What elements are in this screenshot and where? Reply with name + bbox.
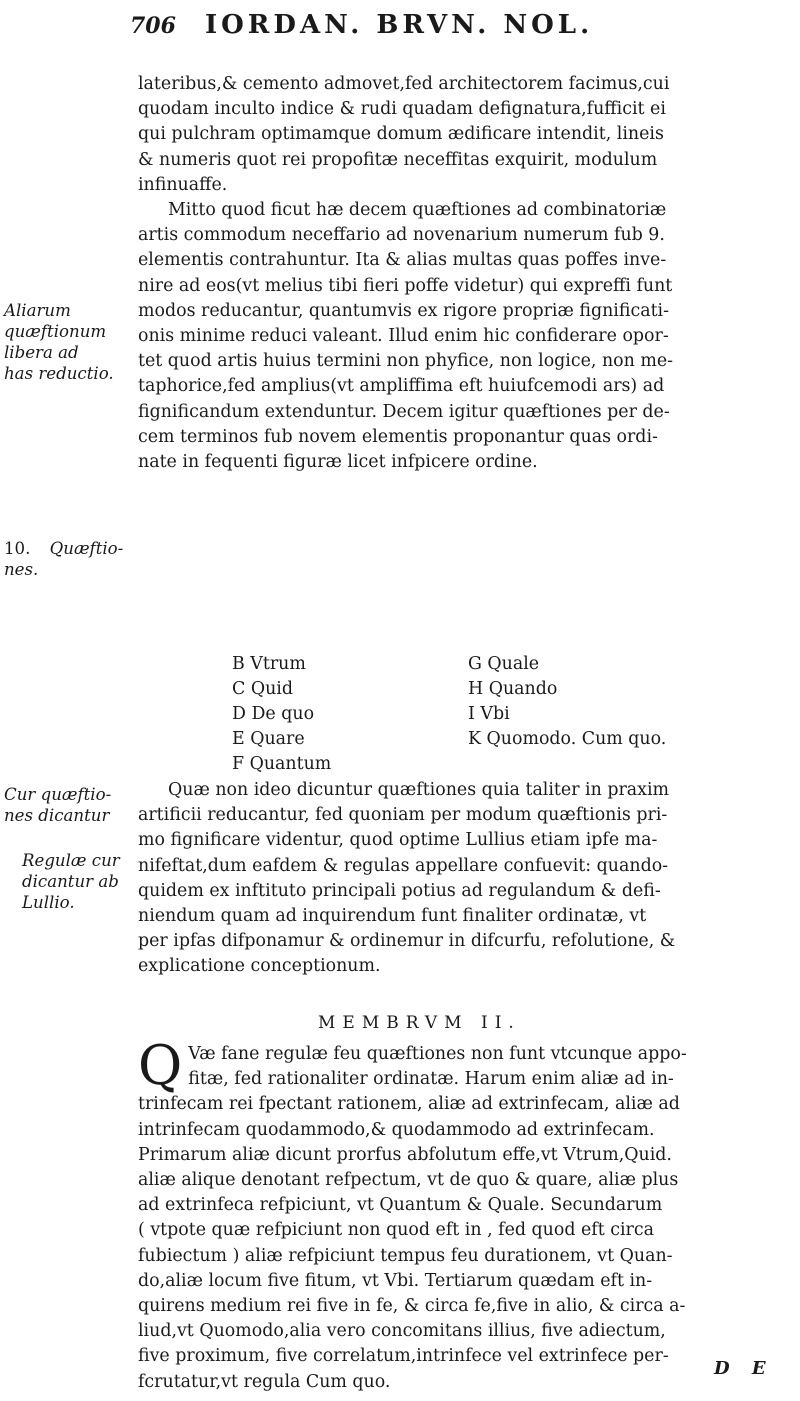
text-line: liud,vt Quomodo,alia vero concomitans illius, five adiectum, xyxy=(138,1321,666,1342)
text-line: Mitto quod ficut hæ decem quæftiones ad combinatoriæ xyxy=(168,200,667,221)
margin-line: nes. xyxy=(4,560,39,579)
paragraph-1 xyxy=(138,72,770,198)
text-line: taphorice,fed amplius(vt ampliffima eft huiufcemodi ars) ad xyxy=(138,376,665,397)
margin-line: Regulæ cur xyxy=(22,851,120,870)
text-line: nire ad eos(vt melius tibi fieri poffe videtur) qui expreffi funt xyxy=(138,275,673,296)
text-line: & numeris quot rei propofitæ neceffitas exquirit, modulum xyxy=(138,149,658,170)
question-cell: B Vtrum xyxy=(232,654,306,674)
text-line: nifeftat,dum eafdem & regulas appellare confuevit: quando- xyxy=(138,855,669,876)
margin-line xyxy=(4,538,129,559)
table-row xyxy=(232,652,752,677)
question-cell: D De quo xyxy=(232,704,315,724)
margin-note-quaestiones xyxy=(4,538,129,580)
table-row xyxy=(232,702,752,727)
text-line: five proximum, five correlatum,intrinfece vel extrinfece per- xyxy=(138,1346,669,1367)
text-line: explicatione conceptionum. xyxy=(138,956,381,977)
running-title: IORDAN. BRVN. NOL. xyxy=(205,10,594,40)
text-line: mo fignificare videntur, quod optime Lullius etiam ipfe ma- xyxy=(138,830,658,851)
text-line: intrinfecam quodammodo,& quodammodo ad extrinfecam. xyxy=(138,1119,655,1140)
running-header xyxy=(130,10,780,60)
drop-cap: Q xyxy=(138,1034,183,1097)
text-line: quidem ex inftituto principali potius ad regulandum & defi- xyxy=(138,880,661,901)
text-line: artificii reducantur, fed quoniam per modum quæftionis pri- xyxy=(138,805,668,826)
text-line: per ipfas difponamur & ordinemur in difcurfu, refolutione, & xyxy=(138,931,676,952)
table-row xyxy=(232,677,752,702)
catchword: D E xyxy=(714,1358,774,1379)
question-cell: K Quomodo. Cum quo. xyxy=(468,729,667,749)
paragraph-2-cont xyxy=(138,223,770,475)
margin-line: dicantur ab xyxy=(22,872,119,891)
page-number: 706 xyxy=(130,13,176,39)
margin-line: Cur quæftio- xyxy=(4,785,112,804)
text-line: do,aliæ locum five fitum, vt Vbi. Tertiarum quædam eft in- xyxy=(138,1270,653,1291)
margin-line: libera ad xyxy=(4,343,79,362)
text-line: qui pulchram optimamque domum ædificare intendit, lineis xyxy=(138,124,664,145)
text-line: niendum quam ad inquirendum funt finaliter ordinatæ, vt xyxy=(138,906,647,927)
margin-line: nes dicantur xyxy=(4,806,110,825)
text-line: fitæ, fed rationaliter ordinatæ. Harum enim aliæ ad in- xyxy=(188,1069,674,1090)
text-line: fignificandum extenduntur. Decem igitur quæftiones per de- xyxy=(138,401,670,422)
text-line: onis minime reduci valeant. Illud enim hic confiderare opor- xyxy=(138,326,669,347)
paragraph-2 xyxy=(138,198,770,223)
margin-line: has reductio. xyxy=(4,364,114,383)
margin-note-cur-quaestiones xyxy=(4,784,129,826)
question-cell: H Quando xyxy=(468,679,558,699)
question-cell xyxy=(468,752,752,777)
question-cell: C Quid xyxy=(232,679,293,699)
text-line: quodam inculto indice & rudi quadam defignatura,fufficit ei xyxy=(138,99,666,120)
text-line: fubiectum ) aliæ refpiciunt tempus feu durationem, vt Quan- xyxy=(138,1245,673,1266)
margin-line: Lullio. xyxy=(22,893,75,912)
table-row xyxy=(232,727,752,752)
margin-note-regulae xyxy=(22,850,147,913)
text-line: elementis contrahuntur. Ita & alias multas quas poffes inve- xyxy=(138,250,667,271)
membrum-text xyxy=(138,1034,778,1395)
text-line: artis commodum neceffario ad novenarium numerum fub 9. xyxy=(138,225,665,246)
text-line: tet quod artis huius termini non phyfice, non logice, non me- xyxy=(138,351,674,372)
paragraph-3 xyxy=(138,778,770,980)
margin-label: Quæftio- xyxy=(49,539,124,558)
text-line: quirens medium rei five in fe, & circa fe,five in alio, & circa a- xyxy=(138,1296,686,1317)
text-line: lateribus,& cemento admovet,fed architectorem facimus,cui xyxy=(138,74,670,94)
text-line: aliæ alique denotant refpectum, vt de quo & quare, aliæ plus xyxy=(138,1170,679,1191)
text-line: trinfecam rei fpectant rationem, aliæ ad extrinfecam, aliæ ad xyxy=(138,1094,680,1115)
text-line: Væ fane regulæ feu quæftiones non funt vtcunque appo- xyxy=(188,1044,687,1064)
questions-table xyxy=(232,652,752,777)
question-cell: G Quale xyxy=(468,654,540,674)
text-line: Primarum aliæ dicunt prorfus abfolutum effe,vt Vtrum,Quid. xyxy=(138,1144,672,1165)
text-line: cem terminos fub novem elementis proponantur quas ordi- xyxy=(138,426,658,447)
question-cell: F Quantum xyxy=(232,754,332,774)
text-line: Quæ non ideo dicuntur quæftiones quia taliter in praxim xyxy=(168,780,670,800)
margin-line: quæftionum xyxy=(4,322,107,341)
text-line: ( vtpote quæ refpiciunt non quod eft in , fed quod eft circa xyxy=(138,1220,654,1241)
margin-line: Aliarum xyxy=(4,301,71,320)
margin-number: 10. xyxy=(4,539,31,558)
text-line: modos reducantur, quantumvis ex rigore propriæ fignificati- xyxy=(138,300,669,321)
section-heading: MEMBRVM II. xyxy=(318,1013,521,1033)
main-text xyxy=(138,72,770,475)
margin-note-aliarum xyxy=(4,300,129,384)
text-line: nate in fequenti figuræ licet infpicere ordine. xyxy=(138,452,538,473)
text-line: infinuaffe. xyxy=(138,174,228,195)
question-cell: I Vbi xyxy=(468,704,510,724)
question-cell: E Quare xyxy=(232,729,305,749)
table-row xyxy=(232,752,752,777)
text-line: ad extrinfeca refpiciunt, vt Quantum & Quale. Secundarum xyxy=(138,1195,663,1216)
text-line: fcrutatur,vt regula Cum quo. xyxy=(138,1371,391,1392)
